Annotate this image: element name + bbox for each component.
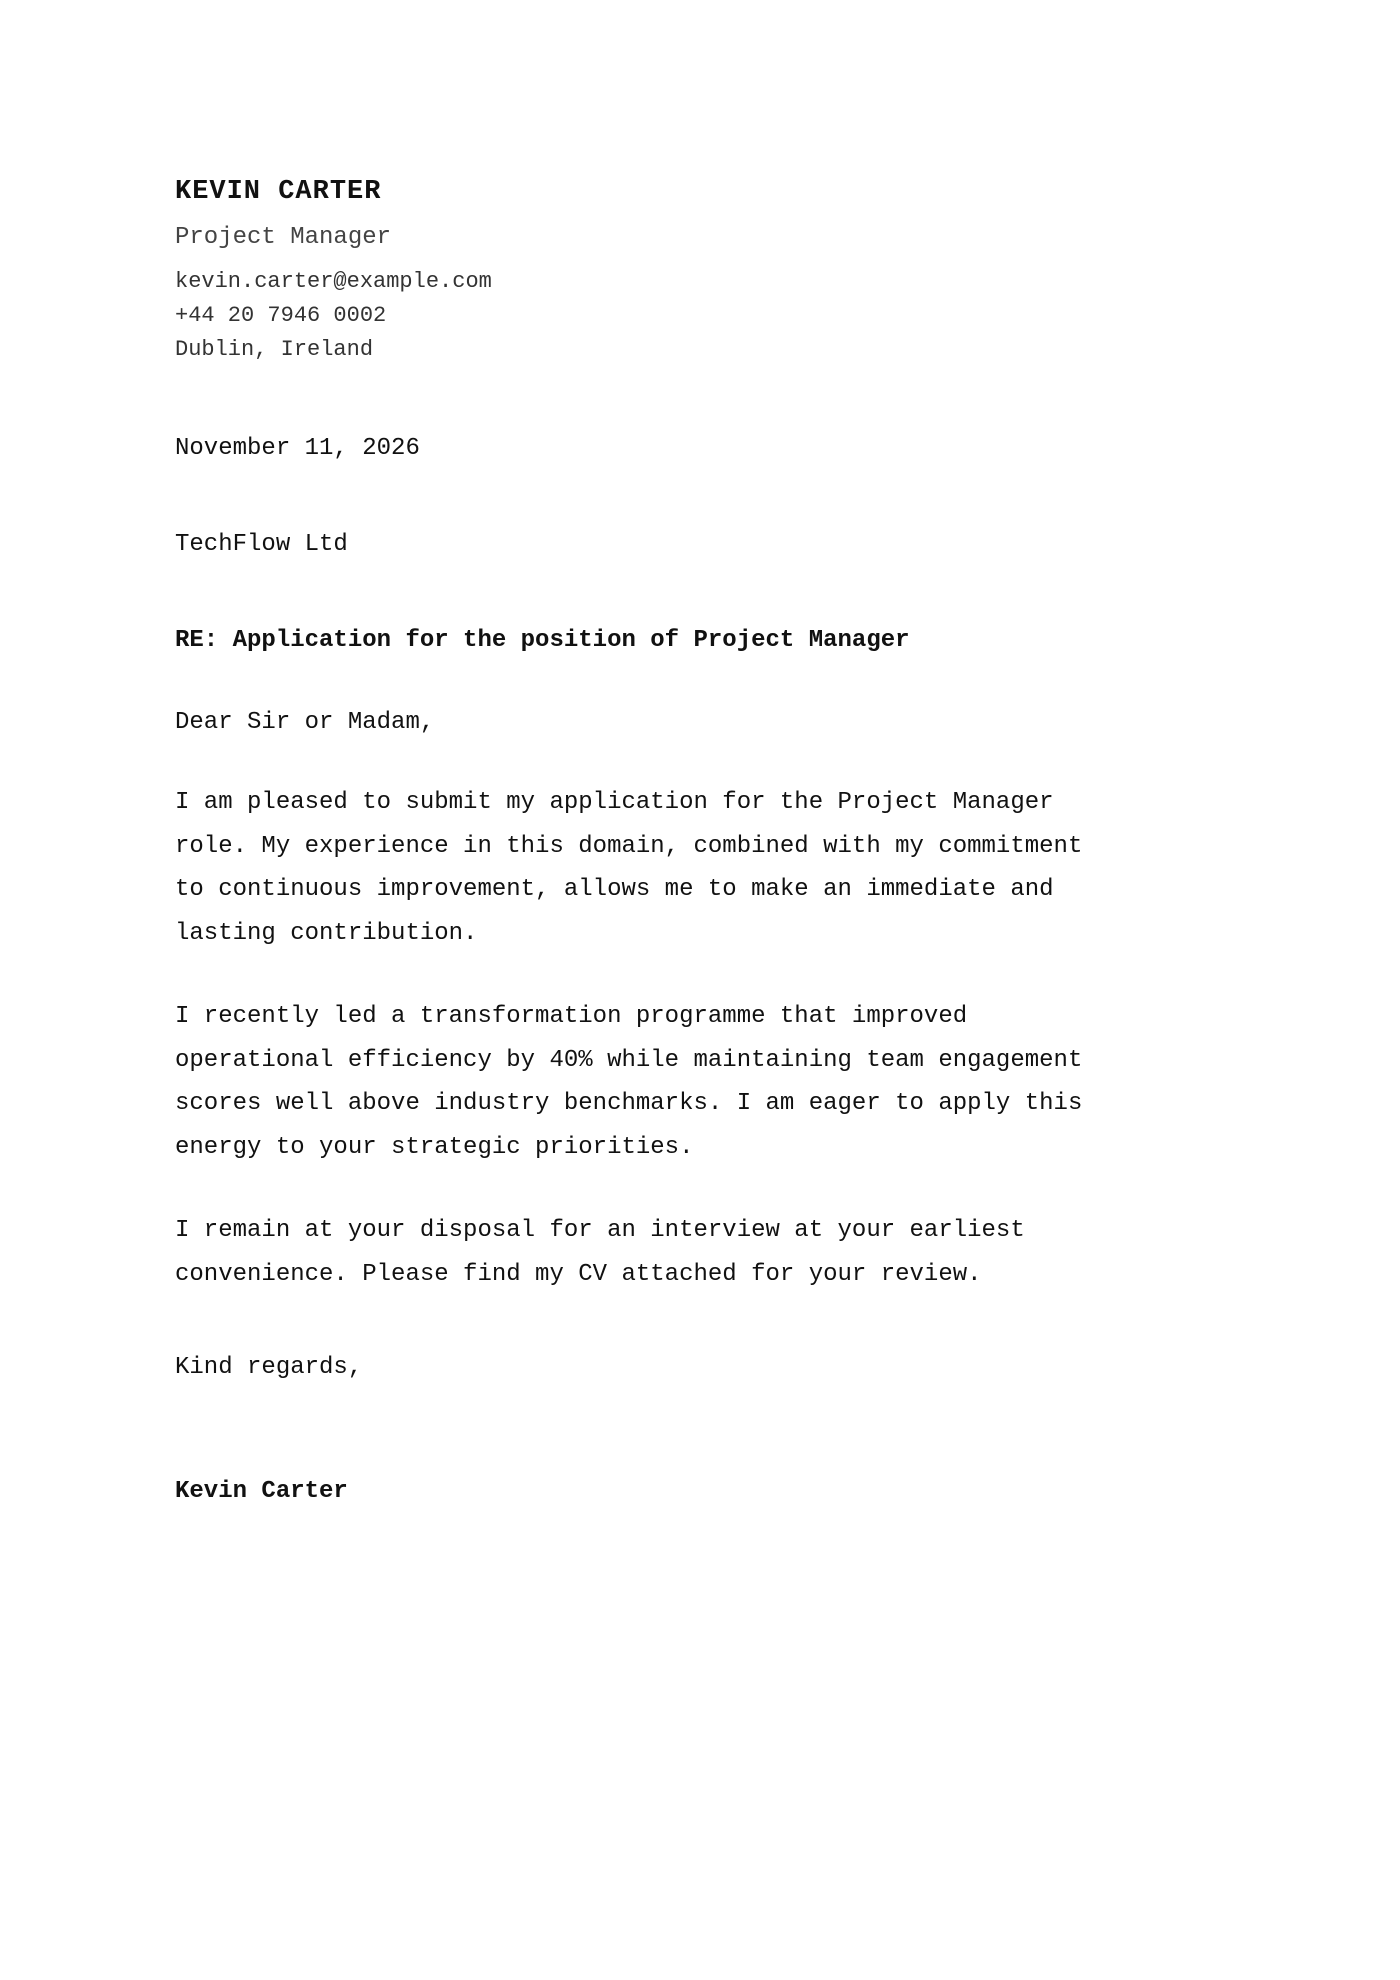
letter-page	[175, 175, 1235, 1508]
sender-title: Project Manager	[175, 224, 392, 251]
recipient-company: TechFlow Ltd	[175, 531, 348, 558]
body-paragraph: I remain at your disposal for an interview at your earliest convenience. Please find my CV attached for your review.	[175, 1217, 1025, 1288]
sender-phone: +44 20 7946 0002	[175, 303, 387, 328]
sender-location: Dublin, Ireland	[175, 337, 374, 362]
body-paragraph: I am pleased to submit my application for the Project Manager role. My experience in this domain, combined with my commitment to continuous improvement, allows me to make an immediate and lasting contribution.	[175, 789, 1083, 947]
letter-date: November 11, 2026	[175, 435, 420, 462]
sender-email: kevin.carter@example.com	[175, 269, 492, 294]
letter-subject: RE: Application for the position of Project Manager	[175, 627, 910, 654]
sender-name: KEVIN CARTER	[175, 177, 382, 207]
signature-name: Kevin Carter	[175, 1478, 348, 1505]
closing: Kind regards,	[175, 1354, 363, 1381]
contact-block	[175, 265, 1235, 367]
salutation: Dear Sir or Madam,	[175, 709, 435, 736]
body-paragraph: I recently led a transformation programme that improved operational efficiency by 40% while maintaining team engagement scores well above industry benchmarks. I am eager to apply this energy to your strategic priorities.	[175, 1003, 1083, 1161]
